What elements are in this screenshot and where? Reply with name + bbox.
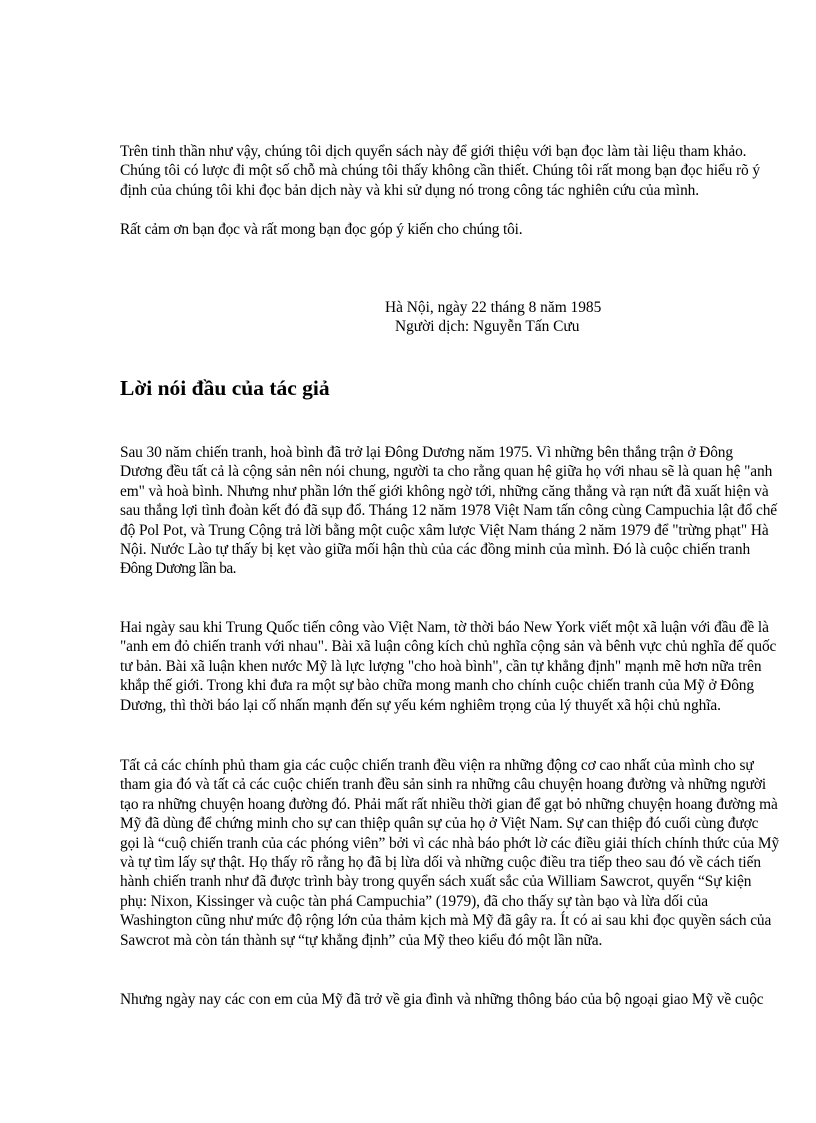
text-line: khắp thế giới. Trong khi đưa ra một sự bào chữa mong manh cho chính cuộc chiến tranh của Mỹ ở Đông bbox=[120, 677, 754, 695]
text-line: Nội. Nước Lào tự thấy bị kẹt vào giữa mối hận thù của các đồng minh của mình. Đó là cuộc chiến tranh bbox=[120, 541, 751, 559]
intro-paragraph-2 bbox=[120, 220, 816, 239]
text-line: Dương đều tất cả là cộng sản nên nói chung, người ta cho rằng quan hệ giữa họ với nhau sẽ là quan hệ "anh bbox=[120, 463, 773, 481]
text-line: và tự tìm lấy sự thật. Họ thấy rõ rằng họ đã bị lừa dối và những cuộc điều tra tiếp theo sau đó về cách tiến bbox=[120, 854, 761, 872]
text-line: Tất cả các chính phủ tham gia các cuộc chiến tranh đều viện ra những động cơ cao nhất của mình cho sự bbox=[120, 757, 754, 774]
section-paragraph-2 bbox=[120, 618, 816, 715]
signature-translator: Người dịch: Nguyễn Tấn Cưu bbox=[395, 318, 580, 335]
text-line: tư bản. Bài xã luận khen nước Mỹ là lực lượng "cho hoà bình", cần tự khẳng định" mạnh mẽ hơn nữa trên bbox=[120, 657, 762, 675]
text-line: tạo ra những chuyện hoang đường đó. Phải mất rất nhiều thời gian để gạt bỏ những chuyện hoang đường mà bbox=[120, 795, 778, 813]
text-line: tham gia đó và tất cả các cuộc chiến tranh đều sản sinh ra những câu chuyện hoang đường và những người bbox=[120, 776, 767, 794]
text-line: Đông Dương lần ba. bbox=[120, 560, 236, 578]
text-line: độ Pol Pot, và Trung Cộng trả lời bằng một cuộc xâm lược Việt Nam tháng 2 năm 1979 để "trừng phạt" Hà bbox=[120, 521, 769, 539]
signature-translator-block bbox=[395, 317, 816, 336]
text-line: Chúng tôi có lược đi một số chỗ mà chúng tôi thấy không cần thiết. Chúng tôi rất mong bạn đọc hiểu rõ ý bbox=[120, 162, 760, 180]
section-title: Lời nói đầu của tác giả bbox=[120, 376, 330, 400]
text-line: Nhưng ngày nay các con em của Mỹ đã trở về gia đình và những thông báo của bộ ngoại giao Mỹ về cuộc bbox=[120, 991, 764, 1008]
text-line: Dương, thì thời báo lại cố nhấn mạnh đến sự yếu kém nghiêm trọng của lý thuyết xã hội chủ nghĩa. bbox=[120, 696, 721, 714]
text-line: Hai ngày sau khi Trung Quốc tiến công vào Việt Nam, tờ thời báo New York viết một xã luận với đầu đề là bbox=[120, 619, 769, 636]
text-line: sau thắng lợi tình đoàn kết đó đã sụp đổ. Tháng 12 năm 1978 Việt Nam tấn công cùng Campuchia lật đổ chế bbox=[120, 502, 778, 520]
text-line: định của chúng tôi khi đọc bản dịch này và khi sử dụng nó trong công tác nghiên cứu của mình. bbox=[120, 181, 700, 199]
text-line: Mỹ đã dùng để chứng minh cho sự can thiệp quân sự của họ ở Việt Nam. Sự can thiệp đó cuối cùng được bbox=[120, 815, 759, 833]
section-paragraph-1 bbox=[120, 443, 816, 579]
signature-place-date: Hà Nội, ngày 22 tháng 8 năm 1985 bbox=[385, 299, 602, 316]
text-line: phụ: Nixon, Kissinger và cuộc tàn phá Campuchia” (1979), đã cho thấy sự tàn bạo và lừa dối của bbox=[120, 892, 708, 910]
section-paragraph-4 bbox=[120, 990, 816, 1009]
text-line: hành chiến tranh như đã được trình bày trong quyển sách xuất sắc của William Sawcrot, quyển “Sự kiện bbox=[120, 873, 752, 891]
text-line: gọi là “cuộ chiến tranh của các phóng viên” bởi vì các nhà báo phớt lờ các điều giải thích chính thức của Mỹ bbox=[120, 834, 780, 852]
text-line: Sawcrot mà còn tán thành sự “tự khẳng định” của Mỹ theo kiểu đó một lần nữa. bbox=[120, 931, 603, 949]
text-line: em" và hoà bình. Nhưng như phần lớn thế giới không ngờ tới, những căng thẳng và rạn nứt đã xuất hiện và bbox=[120, 482, 769, 500]
section-paragraph-3 bbox=[120, 756, 816, 950]
text-line: Rất cảm ơn bạn đọc và rất mong bạn đọc góp ý kiến cho chúng tôi. bbox=[120, 221, 523, 238]
text-line: Sau 30 năm chiến tranh, hoà bình đã trở lại Đông Dương năm 1975. Vì những bên thắng trận ở Đông bbox=[120, 444, 733, 461]
text-line: "anh em đỏ chiến tranh với nhau". Bài xã luận công kích chủ nghĩa cộng sản và bênh vực chủ nghĩa đế quốc bbox=[120, 638, 777, 656]
intro-paragraph-1 bbox=[120, 142, 816, 200]
text-line: Trên tinh thần như vậy, chúng tôi dịch quyển sách này để giới thiệu với bạn đọc làm tài liệu tham khảo. bbox=[120, 143, 747, 160]
text-line: Washington cũng như mức độ rộng lớn của thảm kịch mà Mỹ đã gây ra. Ít có ai sau khi đọc quyền sách của bbox=[120, 912, 772, 930]
signature-date bbox=[385, 298, 816, 317]
